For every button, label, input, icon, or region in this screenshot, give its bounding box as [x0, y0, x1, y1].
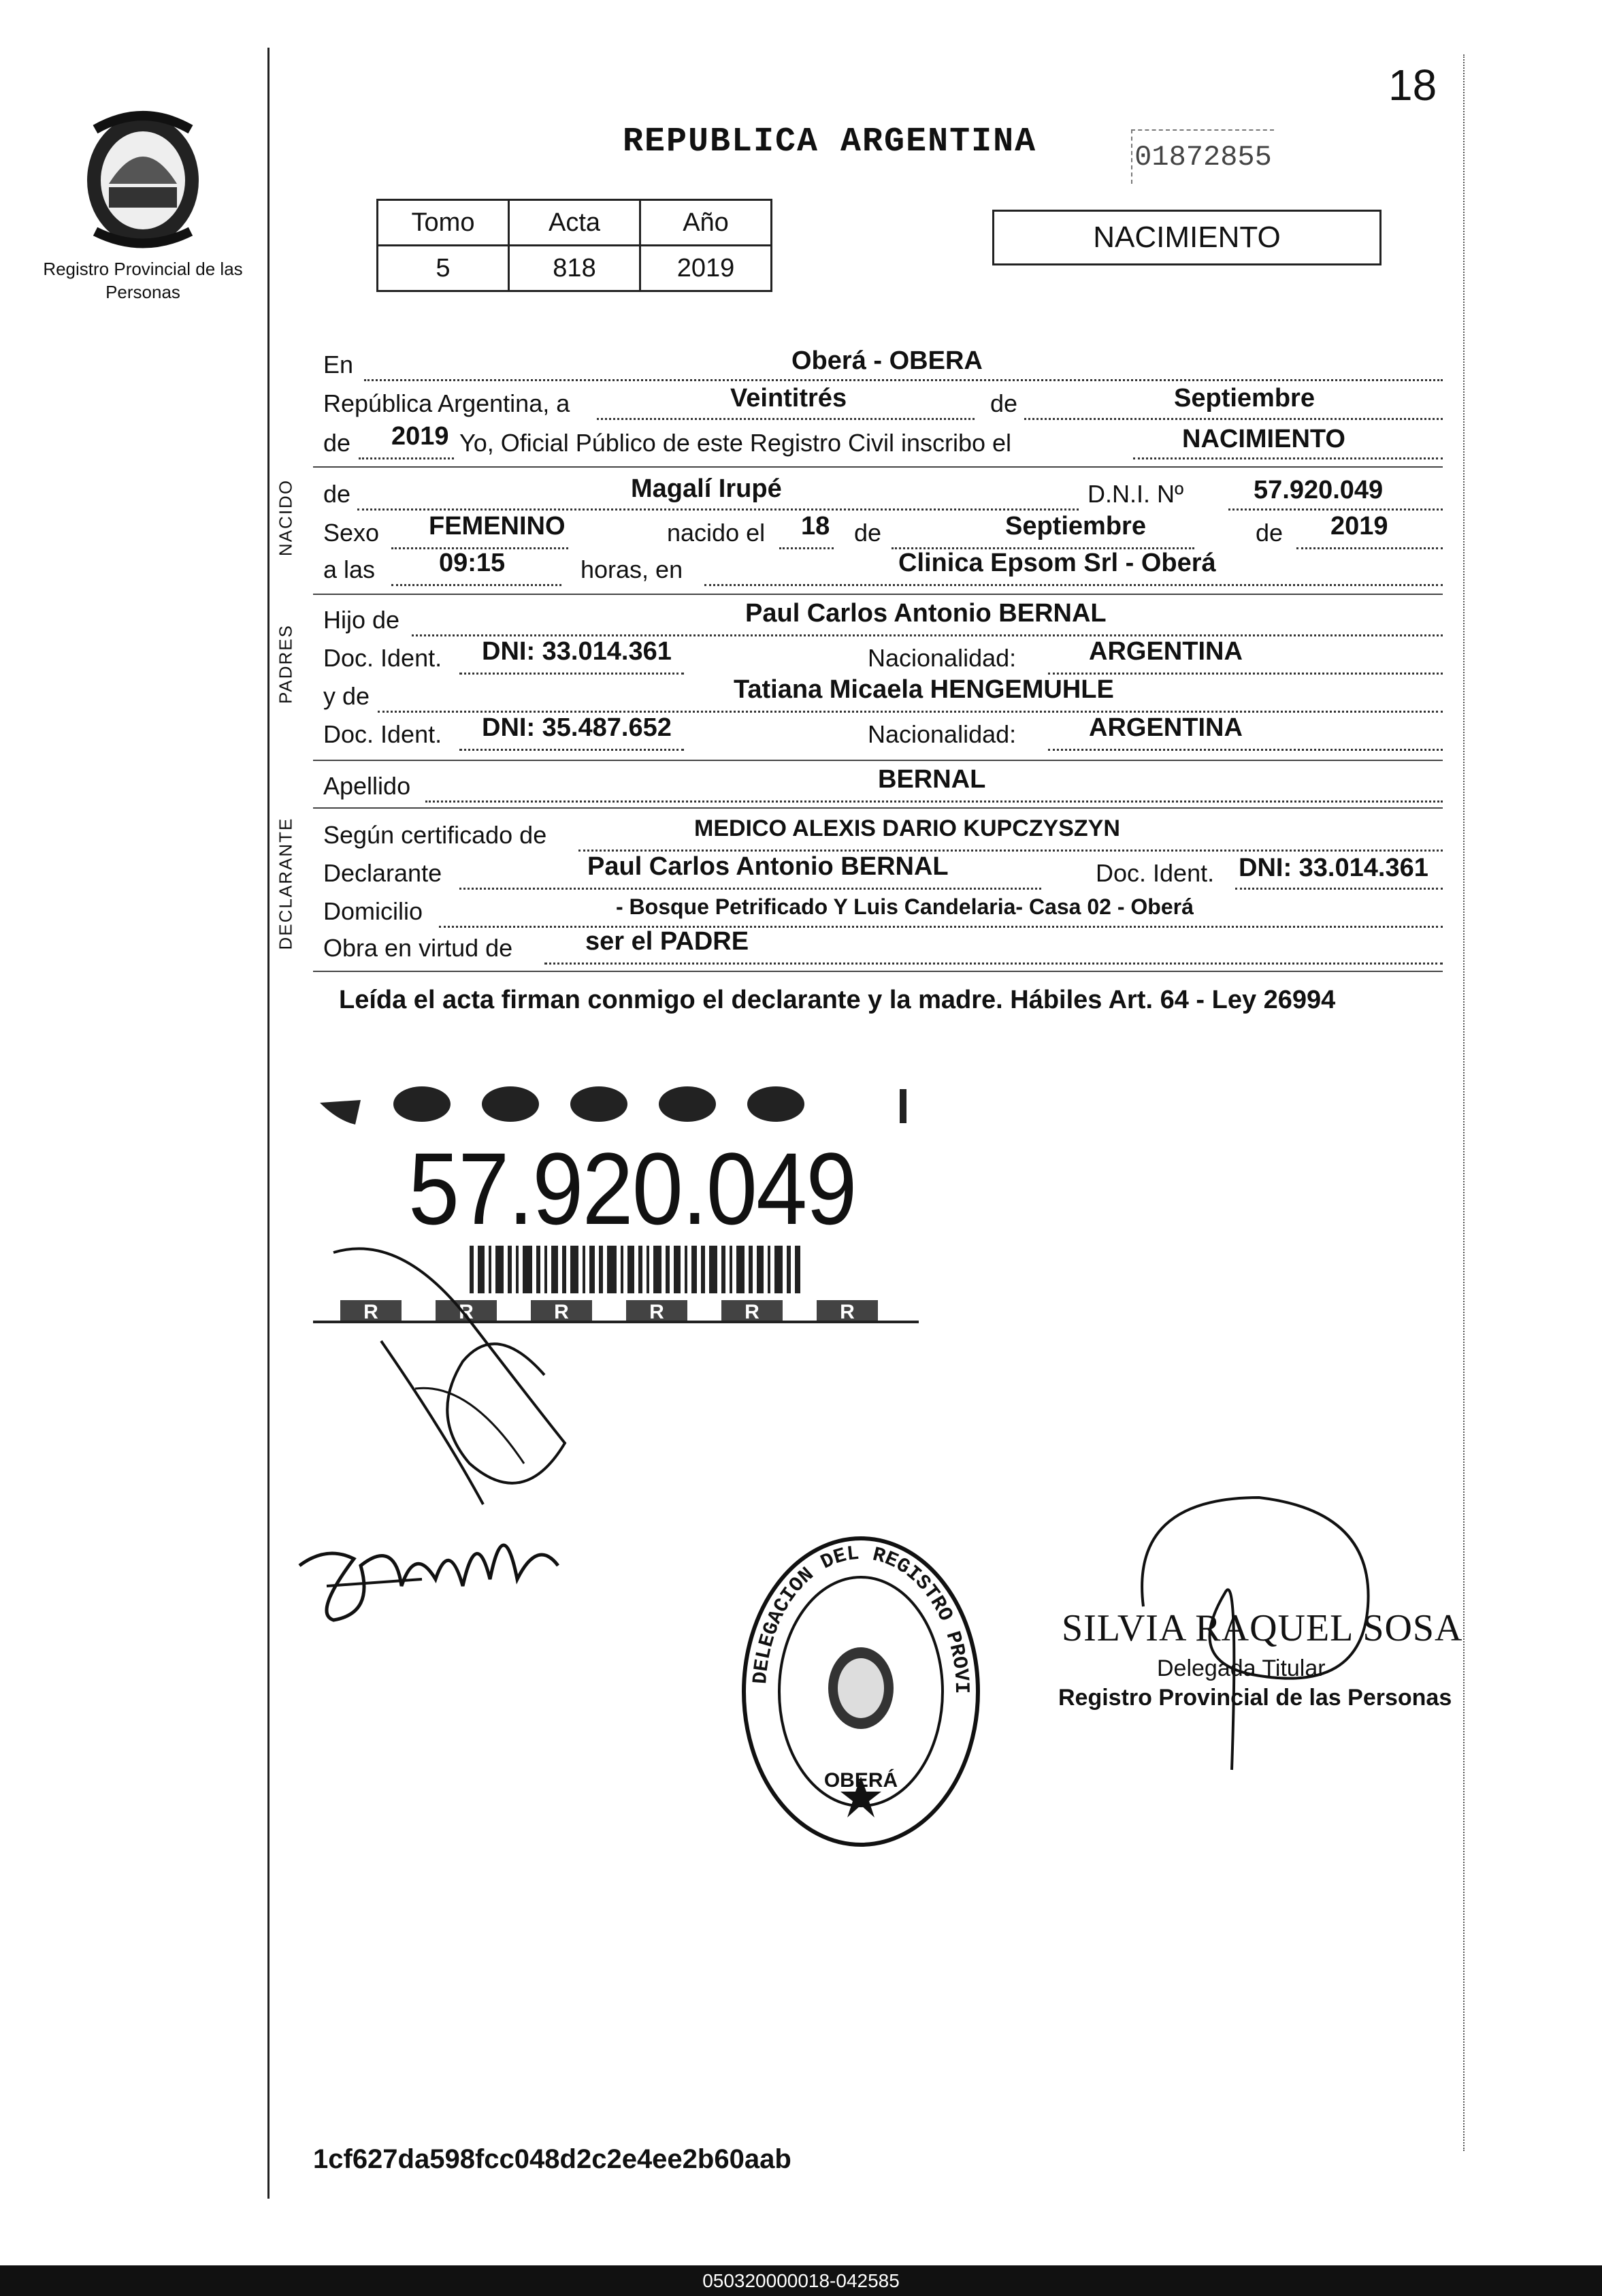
section-label-padres: PADRES — [275, 624, 296, 704]
event-value: NACIMIENTO — [1182, 425, 1345, 453]
left-margin-line — [267, 48, 269, 2199]
de-label: de — [1256, 519, 1284, 547]
closing-statement: Leída el acta firman conmigo el declarante y la madre. Hábiles Art. 64 - Ley 26994 — [339, 986, 1336, 1014]
section-label-declarante: DECLARANTE — [275, 817, 296, 950]
sticker-dni-number: 57.920.049 — [408, 1131, 856, 1246]
declarante-doc-value: DNI: 33.014.361 — [1239, 854, 1428, 882]
sticker-mark: R — [459, 1301, 474, 1323]
declarante-label: Declarante — [323, 859, 442, 887]
domicilio-label: Domicilio — [323, 897, 423, 925]
serial-number: 01872855 — [1131, 129, 1274, 184]
official-name: SILVIA RAQUEL SOSA — [1062, 1607, 1463, 1649]
dotted-leader — [425, 801, 1443, 803]
record-table-cell: 818 — [509, 246, 640, 291]
year-value: 2019 — [391, 422, 449, 451]
de-label: de — [323, 480, 351, 508]
father-name-value: Paul Carlos Antonio BERNAL — [745, 599, 1107, 628]
domicilio-value: - Bosque Petrificado Y Luis Candelaria- Casa 02 - Oberá — [616, 894, 1194, 919]
dotted-leader — [704, 584, 1443, 586]
de-label: de — [990, 389, 1018, 417]
section-divider — [313, 594, 1443, 595]
registry-label: Registro Provincial de las Personas — [43, 259, 243, 302]
father-nationality-value: ARGENTINA — [1089, 637, 1243, 666]
obra-value: ser el PADRE — [585, 927, 749, 956]
record-table-header: Año — [640, 200, 772, 246]
dotted-leader — [597, 418, 975, 420]
stamp-city: OBERÁ — [823, 1769, 898, 1792]
record-table — [376, 199, 772, 292]
dotted-leader — [1296, 547, 1443, 549]
dotted-leader — [359, 457, 454, 459]
father-doc-value: DNI: 33.014.361 — [482, 637, 672, 666]
country-title: REPUBLICA ARGENTINA — [623, 123, 1037, 161]
record-table-header-row — [378, 200, 772, 246]
child-dni-value: 57.920.049 — [1254, 476, 1384, 504]
row-en — [323, 346, 1443, 385]
dotted-leader — [378, 711, 1443, 713]
apellido-value: BERNAL — [878, 765, 986, 794]
sticker-mark: R — [649, 1301, 664, 1323]
section-divider — [313, 807, 1443, 809]
a-las-label: a las — [323, 555, 376, 583]
dotted-leader — [1048, 673, 1443, 675]
row-obra — [323, 927, 1443, 968]
certificate-value: MEDICO ALEXIS DARIO KUPCZYSZYN — [694, 815, 1120, 841]
de-label: de — [854, 519, 882, 547]
locality-value: Oberá - OBERA — [791, 346, 983, 375]
dotted-leader — [412, 634, 1443, 636]
doc-ident-label: Doc. Ident. — [1096, 859, 1215, 887]
footer-code: 050320000018-042585 — [0, 2265, 1602, 2296]
row-statement — [323, 422, 1443, 463]
dotted-leader — [779, 547, 834, 549]
record-table-cell: 5 — [378, 246, 509, 291]
sex-value: FEMENINO — [429, 512, 566, 540]
apellido-label: Apellido — [323, 772, 411, 800]
birth-month-value: Septiembre — [1005, 512, 1146, 540]
child-name-value: Magalí Irupé — [631, 474, 782, 503]
obra-label: Obra en virtud de — [323, 934, 513, 962]
republic-label: República Argentina, a — [323, 389, 570, 417]
dotted-leader — [391, 584, 561, 586]
record-table-header: Tomo — [378, 200, 509, 246]
row-father-doc — [323, 637, 1443, 678]
declarante-value: Paul Carlos Antonio BERNAL — [587, 852, 949, 881]
row-certificate — [323, 815, 1443, 855]
dotted-leader — [459, 888, 1041, 890]
day-value: Veintitrés — [730, 384, 847, 413]
hijo-de-label: Hijo de — [323, 606, 400, 634]
section-divider — [313, 760, 1443, 761]
row-declarante — [323, 852, 1443, 893]
month-value: Septiembre — [1174, 384, 1315, 413]
mother-name-value: Tatiana Micaela HENGEMUHLE — [734, 675, 1114, 704]
official-organization: Registro Provincial de las Personas — [1058, 1685, 1452, 1711]
dotted-leader — [459, 673, 684, 675]
dni-label: D.N.I. Nº — [1088, 480, 1184, 508]
record-table-header: Acta — [509, 200, 640, 246]
doc-ident-label: Doc. Ident. — [323, 720, 442, 748]
record-type-box: NACIMIENTO — [992, 210, 1382, 265]
birth-day-value: 18 — [801, 512, 830, 540]
sticker-mark: R — [745, 1301, 759, 1323]
sticker-mark: R — [554, 1301, 569, 1323]
dotted-leader — [1024, 418, 1443, 420]
doc-ident-label: Doc. Ident. — [323, 644, 442, 672]
right-margin-line — [1463, 54, 1465, 2151]
dotted-leader — [1133, 457, 1443, 459]
document-hash: 1cf627da598fcc048d2c2e4ee2b60aab — [313, 2144, 791, 2174]
statement-text: Yo, Oficial Público de este Registro Civil inscribo el — [459, 429, 1012, 457]
horas-label: horas, en — [581, 555, 683, 583]
row-sex-birth — [323, 512, 1443, 553]
row-republic — [323, 384, 1443, 423]
sticker-mark: R — [363, 1301, 378, 1323]
official-role: Delegada Titular — [1157, 1655, 1326, 1681]
page-number: 18 — [1388, 61, 1437, 110]
section-label-nacido: NACIDO — [275, 479, 296, 557]
nacionalidad-label: Nacionalidad: — [868, 644, 1017, 672]
row-name — [323, 474, 1443, 514]
dotted-leader — [1228, 508, 1443, 511]
mother-nationality-value: ARGENTINA — [1089, 713, 1243, 742]
section-divider — [313, 466, 1443, 468]
declarant-signature — [320, 1239, 592, 1525]
mother-signature — [286, 1484, 612, 1634]
record-table-value-row — [378, 246, 772, 291]
nacionalidad-label: Nacionalidad: — [868, 720, 1017, 748]
row-apellido — [323, 765, 1443, 806]
stamp-ring-text: DELEGACION DEL REGISTRO PROVI — [749, 1542, 973, 1694]
nacido-el-label: nacido el — [667, 519, 766, 547]
province-emblem — [68, 102, 218, 255]
row-mother — [323, 675, 1443, 716]
record-table-cell: 2019 — [640, 246, 772, 291]
birth-time-value: 09:15 — [439, 549, 506, 577]
birth-place-value: Clinica Epsom Srl - Oberá — [898, 549, 1216, 577]
dotted-leader — [459, 749, 684, 751]
row-domicilio — [323, 894, 1443, 931]
de-label: de — [323, 429, 351, 457]
dotted-leader — [578, 850, 1443, 852]
dotted-leader — [1235, 888, 1443, 890]
dotted-leader — [357, 508, 1079, 511]
row-mother-doc — [323, 713, 1443, 754]
en-label: En — [323, 351, 354, 378]
dotted-leader — [1048, 749, 1443, 751]
sexo-label: Sexo — [323, 519, 380, 547]
certificado-label: Según certificado de — [323, 821, 547, 849]
dotted-leader — [544, 963, 1443, 965]
sticker-mark: R — [840, 1301, 855, 1323]
section-divider — [313, 971, 1443, 972]
birth-year-value: 2019 — [1330, 512, 1388, 540]
dotted-leader — [364, 379, 1443, 381]
y-de-label: y de — [323, 682, 370, 710]
row-time-place — [323, 549, 1443, 589]
row-father — [323, 599, 1443, 640]
mother-doc-value: DNI: 35.487.652 — [482, 713, 672, 742]
official-stamp — [738, 1532, 983, 1852]
